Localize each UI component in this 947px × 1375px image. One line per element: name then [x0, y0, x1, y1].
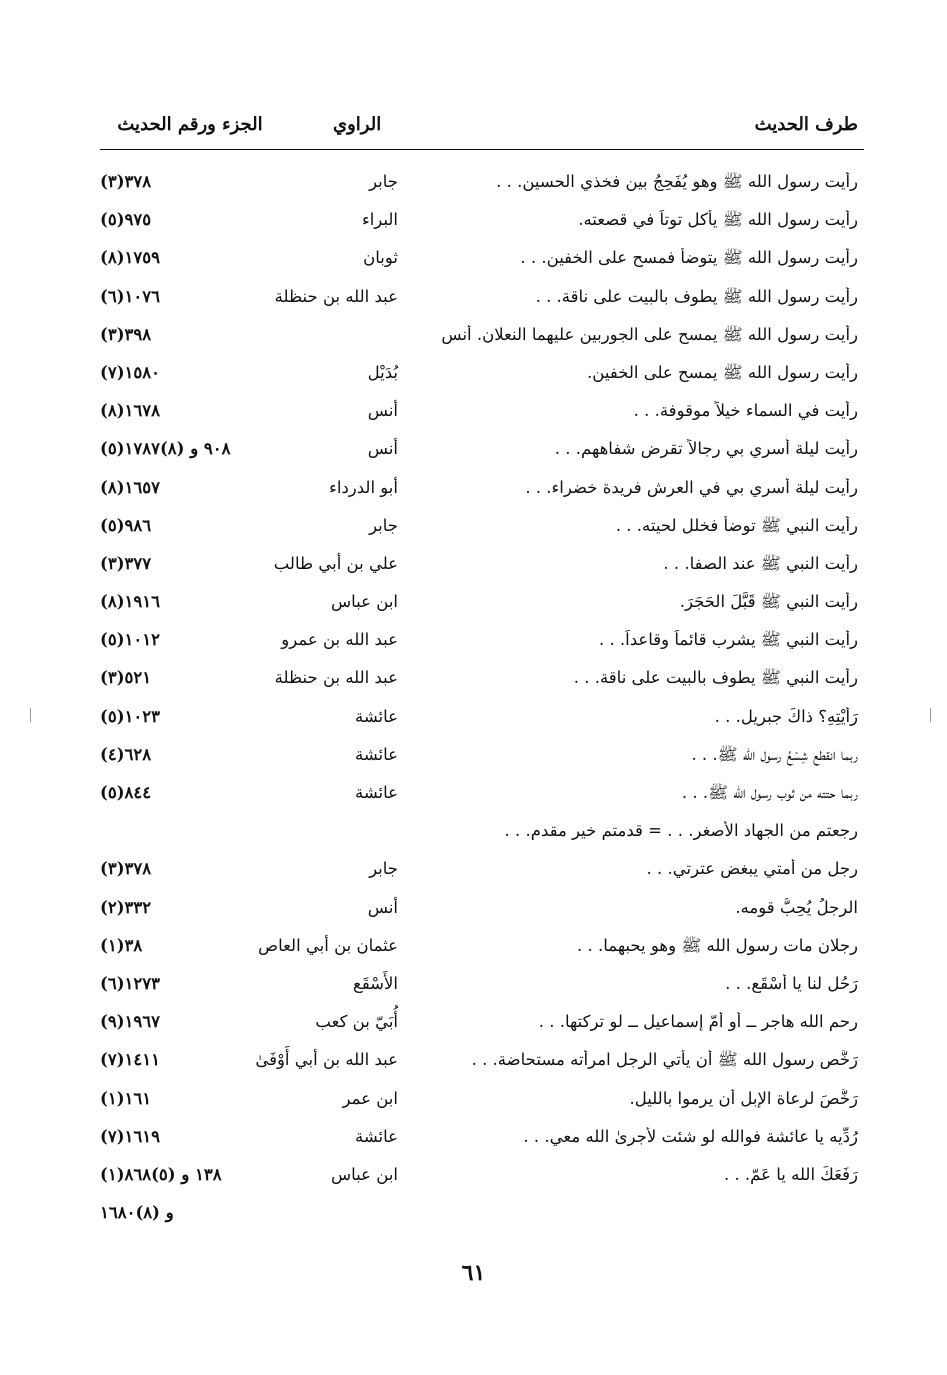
hadith-text: رَحُل لنا يا أَسْقَع. . . [725, 973, 858, 993]
hadith-text: رُدِّيه يا عائشة فوالله لو شئت لأجرىٰ الله معي. . . [523, 1126, 858, 1146]
hadith-text: رأيت النبي ﷺ عند الصفا. . . [663, 553, 858, 573]
table-row [100, 701, 864, 739]
narrator-name: أنس [367, 439, 398, 459]
table-row [100, 968, 864, 1006]
narrator-name: بُدَيْل [367, 362, 398, 382]
hadith-reference: (٥)١٠١٢ [100, 630, 160, 650]
hadith-reference: (٢)٣٣٢ [100, 897, 152, 917]
narrator-name: عثمان بن أبي العاص [258, 935, 398, 955]
hadith-text: رَخَّص رسول الله ﷺ أن يأتي الرجل امرأته مستحاضة. . . [471, 1050, 858, 1070]
hadith-text: رَخَّصَ لرعاة الإبل أن يرموا بالليل. [629, 1088, 858, 1108]
table-row [100, 395, 864, 433]
narrator-name: جابر [369, 859, 398, 879]
hadith-reference: (٨)١٦٥٧ [100, 477, 160, 497]
narrator-name: عبد الله بن حنظلة [274, 286, 398, 306]
hadith-text: رأيت رسول الله ﷺ يتوضأ فمسح على الخفين. . . [520, 248, 858, 268]
hadith-reference: (٥)٩٨٦ [100, 515, 152, 535]
narrator-name: عائشة [354, 744, 398, 764]
hadith-text: رأيت النبي ﷺ يشرب قائماً وقاعداً. . . [598, 630, 858, 650]
table-row [100, 242, 864, 280]
narrator-name: الأَسْقَع [353, 973, 398, 993]
hadith-text: رأيت ليلة أُسري بي رجالاً تقرض شفاههم. . . [554, 439, 858, 459]
table-row [100, 930, 864, 968]
hadith-text: رأيت رسول الله ﷺ يأكل توتاً في قصعته. [578, 210, 858, 230]
hadith-reference: (٦)١٠٧٦ [100, 286, 160, 306]
narrator-name: عبد الله بن عمرو [281, 630, 398, 650]
page-number: ٦١ [461, 1260, 486, 1286]
hadith-reference: (١)١٣٨ و (٥)٨٦٨ [100, 1164, 222, 1184]
hadith-text: رأيت ليلة أُسري بي في العرش فريدة خضراء. . . [525, 477, 858, 497]
table-row [100, 1197, 864, 1235]
table-header [100, 112, 864, 146]
narrator-name: ابن عباس [331, 592, 398, 612]
hadith-text: رأيت في السماء خيلاً موقوفة. . . [633, 401, 858, 421]
hadith-text: رأيت النبي ﷺ توضأ فخلل لحيته. . . [615, 515, 858, 535]
narrator-name: عائشة [354, 706, 398, 726]
narrator-name: عائشة [354, 1126, 398, 1146]
table-row [100, 1083, 864, 1121]
hadith-text: رَفَعَكَ الله يا عَمّ. . . [723, 1164, 858, 1184]
table-row [100, 433, 864, 471]
table-row [100, 166, 864, 204]
hadith-reference: (٣)٣٧٧ [100, 553, 152, 573]
hadith-text: رجعتم من الجهاد الأصغر. . . = قدمتم خير مقدم. . . [504, 821, 858, 841]
hadith-reference: (٣)٥٢١ [100, 668, 152, 688]
table-row [100, 281, 864, 319]
hadith-reference: (٣)٣٩٨ [100, 324, 152, 344]
hadith-reference: (١)٣٨ [100, 935, 143, 955]
narrator-name: أنس [367, 401, 398, 421]
hadith-text: رَأَيْتِهِ؟ ذاكَ جبريل. . . [714, 706, 858, 726]
table-row [100, 739, 864, 777]
narrator-name: أبو الدرداء [329, 477, 398, 497]
hadith-reference: (٧)١٦١٩ [100, 1126, 160, 1146]
table-row [100, 548, 864, 586]
hadith-reference: (٨)١٩١٦ [100, 592, 160, 612]
hadith-text: رأيت النبي ﷺ يطوف بالبيت على ناقة. . . [573, 668, 858, 688]
margin-mark [30, 708, 31, 722]
narrator-name: أنس [367, 897, 398, 917]
table-row [100, 1159, 864, 1197]
narrator-name: عبد الله بن حنظلة [274, 668, 398, 688]
hadith-text: ربما حتته من ثوب رسول الله ﷺ. . . [681, 783, 858, 802]
hadith-text: رجل من أمتي يبغض عترتي. . . [646, 859, 858, 879]
table-row [100, 1044, 864, 1082]
hadith-reference: (٨)١٦٧٨ [100, 401, 160, 421]
hadith-reference: (٤)٦٢٨ [100, 744, 152, 764]
header-hadith: طرف الحديث [754, 114, 858, 135]
table-row [100, 662, 864, 700]
header-rule [100, 149, 864, 150]
narrator-name: ثوبان [363, 248, 398, 268]
narrator-name: جابر [369, 172, 398, 191]
table-row [100, 815, 864, 853]
hadith-text: رأيت رسول الله ﷺ يطوف بالبيت على ناقة. . . [535, 286, 858, 306]
hadith-reference: (٣)٣٧٨ [100, 172, 152, 191]
narrator-name: ابن عمر [342, 1088, 398, 1108]
hadith-text: رأيت رسول الله ﷺ وهو يُفَحِجُ بين فخذي الحسين. . . [496, 172, 858, 191]
margin-mark [930, 708, 931, 722]
hadith-text: ربما انقطع شِسْعُ رسول الله ﷺ. . . [691, 744, 858, 764]
table-row [100, 586, 864, 624]
table-row [100, 357, 864, 395]
table-row [100, 319, 864, 357]
header-narrator: الراوي [333, 114, 382, 135]
hadith-reference: (٩)١٩٦٧ [100, 1012, 160, 1032]
table-row [100, 624, 864, 662]
hadith-text: رأيت رسول الله ﷺ يمسح على الخفين. [587, 362, 858, 382]
table-row [100, 204, 864, 242]
narrator-name: أُبَيّ بن كعب [315, 1012, 398, 1032]
header-reference: الجزء ورقم الحديث [117, 114, 263, 135]
table-row [100, 1121, 864, 1159]
narrator-name: جابر [369, 515, 398, 535]
hadith-reference: (٥)٩٠٨ و (٨)١٧٨٧ [100, 439, 231, 459]
table-row [100, 892, 864, 930]
hadith-index-table [100, 166, 864, 1235]
hadith-reference: (٣)٣٧٨ [100, 859, 152, 879]
narrator-name: علي بن أبي طالب [273, 553, 398, 573]
table-row [100, 853, 864, 891]
table-row [100, 1006, 864, 1044]
hadith-reference: و (٨)١٦٨٠ [100, 1203, 174, 1223]
hadith-reference: (٥)٨٤٤ [100, 783, 152, 802]
hadith-reference: (٨)١٧٥٩ [100, 248, 160, 268]
hadith-reference: (٦)١٢٧٣ [100, 973, 160, 993]
hadith-text: رجلان مات رسول الله ﷺ وهو يحبهما. . . [577, 935, 858, 955]
hadith-reference: (٥)٩٧٥ [100, 210, 152, 230]
hadith-reference: (٧)١٥٨٠ [100, 362, 160, 382]
hadith-reference: (٥)١٠٢٣ [100, 706, 160, 726]
hadith-text: الرجلُ يُحِبُّ قومه. [735, 897, 858, 917]
table-row [100, 472, 864, 510]
narrator-name: عائشة [354, 783, 398, 802]
hadith-text: رأيت النبي ﷺ قَبَّلَ الحَجَرَ. [679, 592, 858, 612]
narrator-name: عبد الله بن أبي أَوْفَىٰ [255, 1050, 398, 1070]
hadith-reference: (١)١٦١ [100, 1088, 152, 1108]
narrator-name: البراء [361, 210, 398, 230]
hadith-text: رأيت رسول الله ﷺ يمسح على الجوربين عليهما النعلان. أنس [441, 324, 858, 344]
hadith-text: رحم الله هاجر ــ أو أمّ إسماعيل ــ لو تركتها. . . [538, 1012, 858, 1032]
narrator-name: ابن عباس [331, 1164, 398, 1184]
hadith-reference: (٧)١٤١١ [100, 1050, 160, 1070]
table-row [100, 510, 864, 548]
table-row [100, 777, 864, 815]
